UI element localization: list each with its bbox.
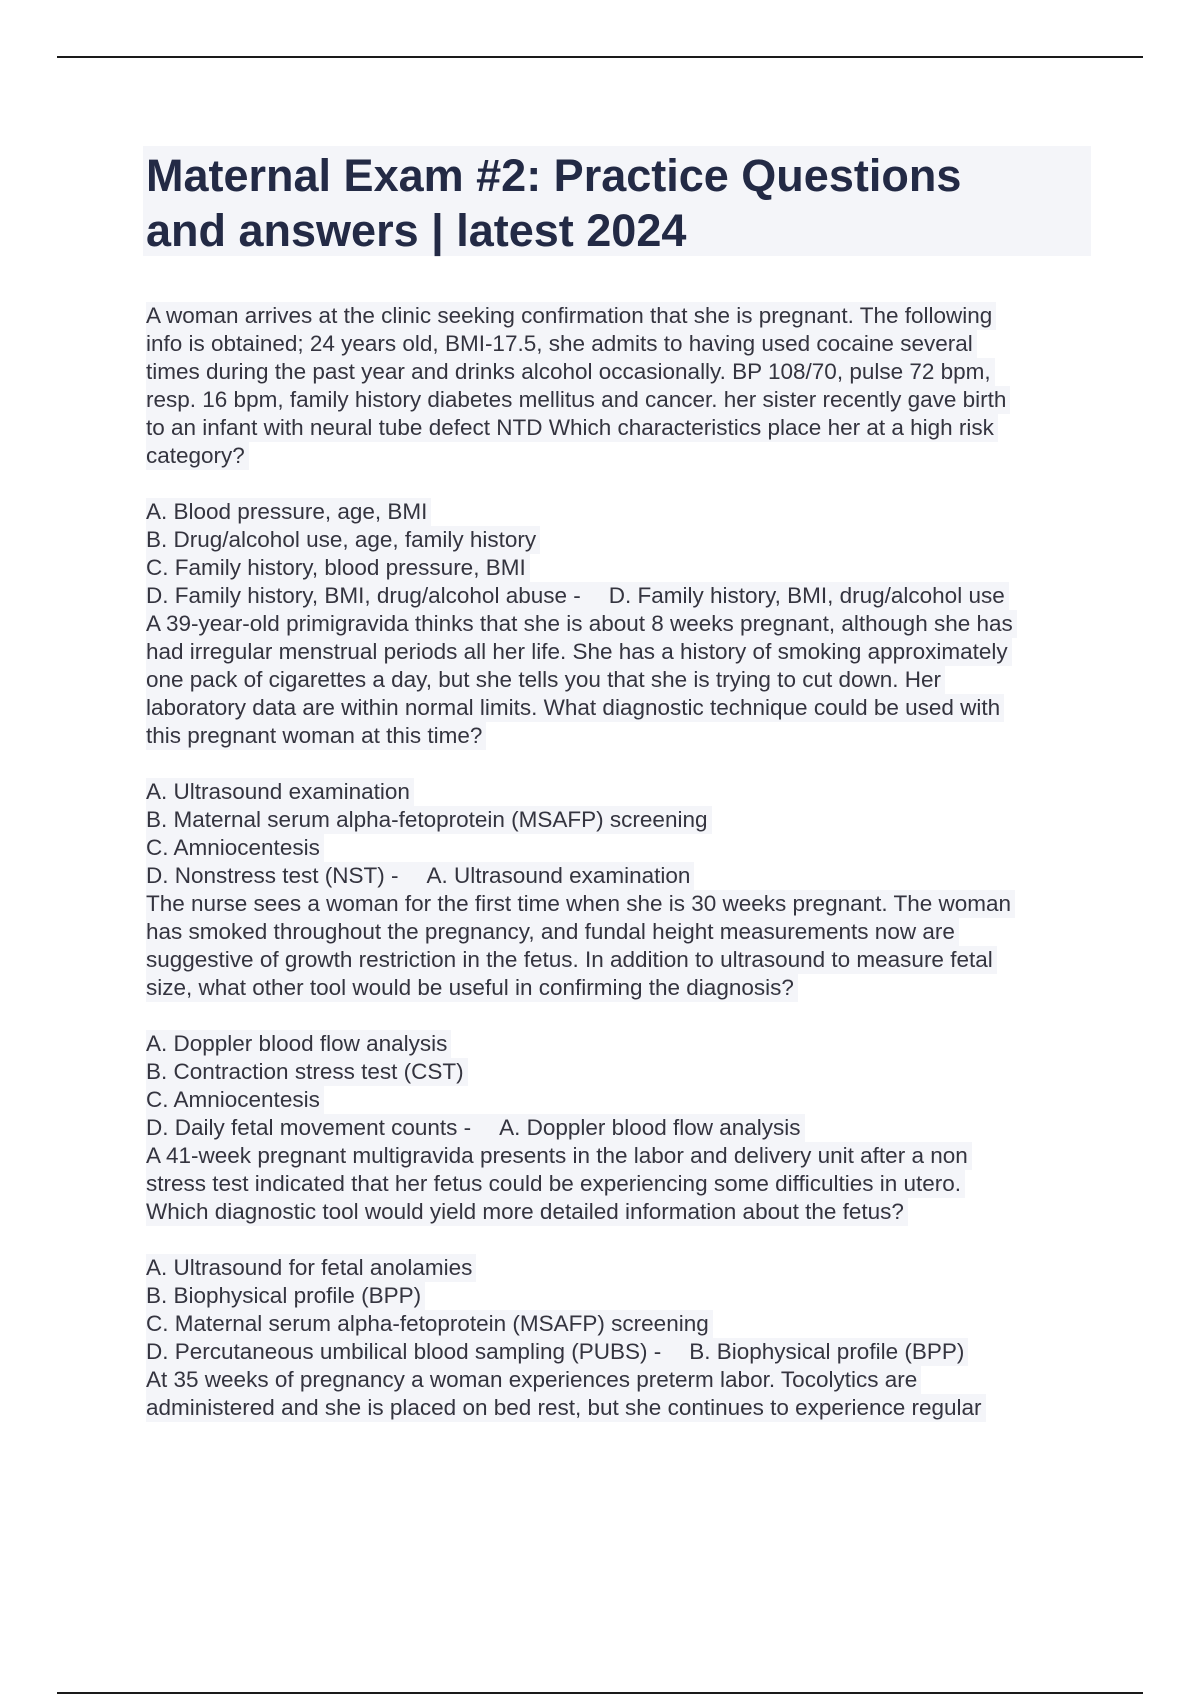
option-item: A. Blood pressure, age, BMI <box>146 498 431 526</box>
option-item: D. Nonstress test (NST) - <box>146 863 399 888</box>
question-5 <box>146 1366 1091 1422</box>
option-answer-line <box>146 862 694 890</box>
option-list <box>146 778 1091 890</box>
option-list <box>146 498 1091 610</box>
question-2 <box>146 610 1091 890</box>
option-item: C. Maternal serum alpha-fetoprotein (MSAFP) screening <box>146 1310 713 1338</box>
question-stem <box>146 1366 1091 1422</box>
title-line: Maternal Exam #2: Practice Questions <box>146 150 962 201</box>
stem-line: category? <box>146 442 249 470</box>
option-item: B. Drug/alcohol use, age, family history <box>146 526 540 554</box>
question-3 <box>146 890 1091 1142</box>
stem-line: one pack of cigarettes a day, but she tells you that she is trying to cut down. Her <box>146 666 945 694</box>
option-item: D. Daily fetal movement counts - <box>146 1115 472 1140</box>
option-list <box>146 1030 1091 1142</box>
question-stem <box>146 1142 1091 1226</box>
option-answer-line <box>146 1338 968 1366</box>
stem-line: to an infant with neural tube defect NTD Which characteristics place her at a high risk <box>146 414 998 442</box>
option-item: A. Doppler blood flow analysis <box>146 1030 451 1058</box>
option-item: A. Ultrasound examination <box>146 778 414 806</box>
top-rule <box>57 56 1143 58</box>
correct-answer: A. Doppler blood flow analysis <box>499 1115 801 1140</box>
option-item: C. Family history, blood pressure, BMI <box>146 554 530 582</box>
question-stem <box>146 302 1091 470</box>
correct-answer: A. Ultrasound examination <box>426 863 691 888</box>
stem-line: times during the past year and drinks alcohol occasionally. BP 108/70, pulse 72 bpm, <box>146 358 995 386</box>
option-item: B. Biophysical profile (BPP) <box>146 1282 425 1310</box>
option-answer-line <box>146 1114 805 1142</box>
correct-answer: B. Biophysical profile (BPP) <box>689 1339 965 1364</box>
correct-answer: D. Family history, BMI, drug/alcohol use <box>608 583 1005 608</box>
option-item: C. Amniocentesis <box>146 1086 324 1114</box>
stem-line: A woman arrives at the clinic seeking confirmation that she is pregnant. The following <box>146 302 996 330</box>
option-item: B. Contraction stress test (CST) <box>146 1058 468 1086</box>
stem-line: A 39-year-old primigravida thinks that she is about 8 weeks pregnant, although she has <box>146 610 1017 638</box>
bottom-rule <box>57 1692 1143 1694</box>
option-list <box>146 1254 1091 1366</box>
question-stem <box>146 610 1091 750</box>
question-4 <box>146 1142 1091 1366</box>
option-answer-line <box>146 582 1009 610</box>
stem-line: The nurse sees a woman for the first time when she is 30 weeks pregnant. The woman <box>146 890 1015 918</box>
stem-line: this pregnant woman at this time? <box>146 722 486 750</box>
option-item: C. Amniocentesis <box>146 834 324 862</box>
stem-line: suggestive of growth restriction in the fetus. In addition to ultrasound to measure fetal <box>146 946 997 974</box>
question-1 <box>146 302 1091 610</box>
stem-line: size, what other tool would be useful in confirming the diagnosis? <box>146 974 798 1002</box>
stem-line: resp. 16 bpm, family history diabetes mellitus and cancer. her sister recently gave birth <box>146 386 1010 414</box>
stem-line: At 35 weeks of pregnancy a woman experiences preterm labor. Tocolytics are <box>146 1366 921 1394</box>
option-item: B. Maternal serum alpha-fetoprotein (MSAFP) screening <box>146 806 712 834</box>
stem-line: administered and she is placed on bed rest, but she continues to experience regular <box>146 1394 986 1422</box>
stem-line: laboratory data are within normal limits. What diagnostic technique could be used with <box>146 694 1004 722</box>
document-body <box>146 302 1091 1422</box>
option-item: A. Ultrasound for fetal anolamies <box>146 1254 476 1282</box>
stem-line: had irregular menstrual periods all her life. She has a history of smoking approximately <box>146 638 1012 666</box>
option-item: D. Percutaneous umbilical blood sampling (PUBS) - <box>146 1339 662 1364</box>
page-title <box>146 148 1086 258</box>
title-line: and answers | latest 2024 <box>146 205 687 256</box>
stem-line: has smoked throughout the pregnancy, and fundal height measurements now are <box>146 918 959 946</box>
question-stem <box>146 890 1091 1002</box>
stem-line: Which diagnostic tool would yield more detailed information about the fetus? <box>146 1198 908 1226</box>
stem-line: stress test indicated that her fetus could be experiencing some difficulties in utero. <box>146 1170 965 1198</box>
stem-line: info is obtained; 24 years old, BMI-17.5, she admits to having used cocaine several <box>146 330 977 358</box>
option-item: D. Family history, BMI, drug/alcohol abuse - <box>146 583 581 608</box>
stem-line: A 41-week pregnant multigravida presents in the labor and delivery unit after a non <box>146 1142 972 1170</box>
